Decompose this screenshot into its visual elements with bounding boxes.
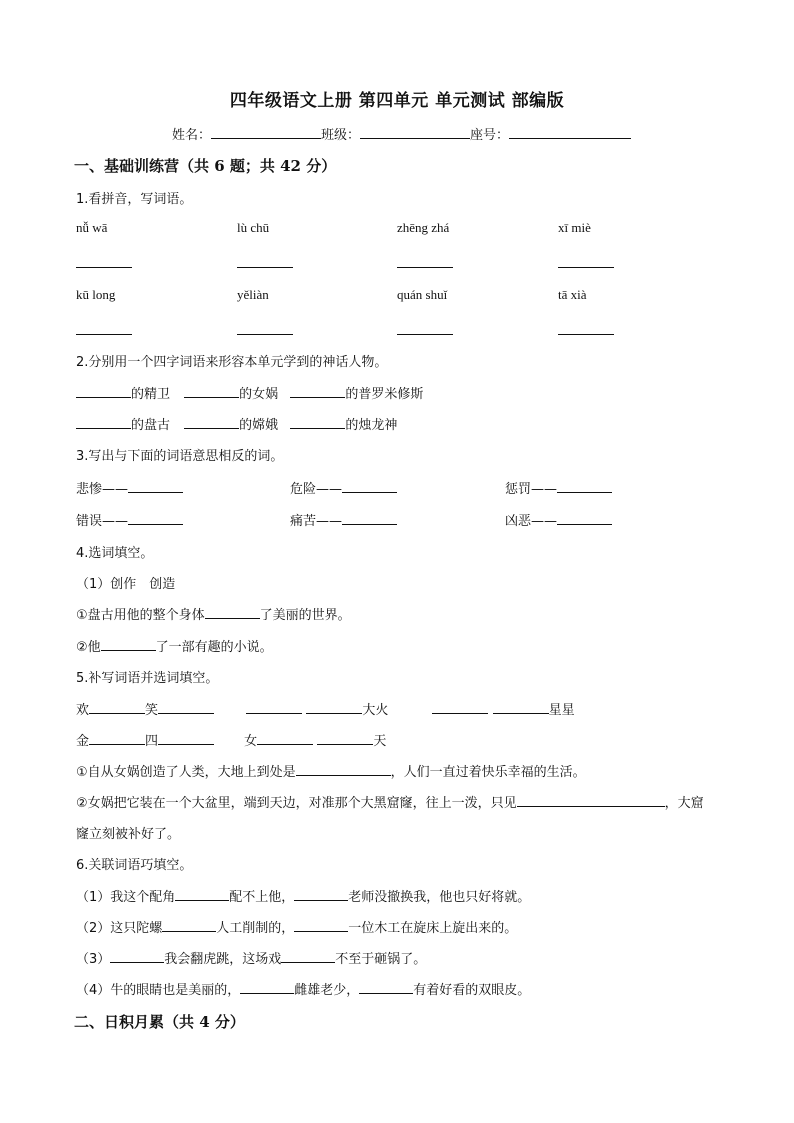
q5-blank-4[interactable]: [306, 700, 362, 714]
q3-blank-3[interactable]: [557, 479, 612, 493]
pinyin-5: kū long: [76, 287, 116, 302]
q5-s1-text-a: ①自从女娲创造了人类，大地上到处是: [76, 765, 296, 780]
student-info-row: [172, 124, 631, 143]
q5-blank-8[interactable]: [158, 731, 214, 745]
q3-item-6: [505, 510, 612, 529]
q3-word-4: 错误——: [76, 514, 129, 529]
answer-blank-4[interactable]: [558, 267, 614, 268]
q6-l1-b: 配不上他，: [229, 890, 295, 905]
q2-prompt: 2.分别用一个四字词语来形容本单元学到的神话人物。: [76, 355, 388, 370]
pinyin-4: xī miè: [558, 220, 591, 235]
q6-item-1: [76, 886, 530, 905]
page-title: 四年级语文上册 第四单元 单元测试 部编版: [229, 91, 565, 111]
q5-blank-11[interactable]: [296, 762, 391, 776]
q5-prompt: 5.补写词语并选词填空。: [76, 671, 219, 686]
q6-l2-b: 人工削制的，: [216, 921, 295, 936]
q5-w1-b: 笑: [145, 703, 159, 718]
q5-blank-1[interactable]: [89, 700, 145, 714]
q5-blank-12[interactable]: [517, 793, 665, 807]
q4-prompt: 4.选词填空。: [76, 546, 154, 561]
q5-blank-7[interactable]: [89, 731, 145, 745]
q5-s2-text-b: ，大窟: [664, 796, 704, 811]
q5-words-row-2: [76, 730, 386, 749]
q6-blank-3[interactable]: [162, 918, 216, 932]
q3-blank-2[interactable]: [342, 479, 397, 493]
pinyin-6: yěliàn: [237, 287, 269, 302]
q5-w2: 大火: [362, 703, 389, 718]
q5-s1-text-b: ，人们一直过着快乐幸福的生活。: [390, 765, 586, 780]
q6-blank-5[interactable]: [110, 949, 164, 963]
q3-blank-4[interactable]: [128, 511, 183, 525]
section-1-heading: 一、基础训练营（共 6 题；共 42 分）: [74, 157, 337, 175]
q6-l3-c: 不至于砸锅了。: [335, 952, 427, 967]
q3-blank-5[interactable]: [342, 511, 397, 525]
pinyin-3: zhēng zhá: [397, 220, 450, 235]
q2-blank-4[interactable]: [76, 415, 131, 429]
q4-options: （1）创作 创造: [76, 577, 176, 592]
q5-w4-b: 四: [145, 734, 159, 749]
q5-w5-b: 天: [373, 734, 387, 749]
q2-row-2: [76, 414, 397, 433]
q5-blank-5[interactable]: [432, 700, 488, 714]
q4-s2-text-b: 了一部有趣的小说。: [155, 640, 273, 655]
q6-blank-8[interactable]: [359, 980, 413, 994]
q5-sentence-1: [76, 761, 586, 780]
q4-sentence-2: [76, 636, 273, 655]
name-label: 姓名：: [172, 128, 212, 143]
q5-blank-2[interactable]: [158, 700, 214, 714]
class-field[interactable]: [360, 125, 470, 139]
q3-item-2: [290, 478, 397, 497]
q5-blank-6[interactable]: [493, 700, 549, 714]
q6-l4-c: 有着好看的双眼皮。: [413, 983, 531, 998]
q2-item-6: 的烛龙神: [345, 418, 398, 433]
pinyin-2: lù chū: [237, 220, 270, 235]
q3-item-3: [505, 478, 612, 497]
q3-prompt: 3.写出与下面的词语意思相反的词。: [76, 449, 284, 464]
q3-word-5: 痛苦——: [290, 514, 343, 529]
q6-l2-a: （2）这只陀螺: [76, 921, 163, 936]
q6-blank-4[interactable]: [294, 918, 348, 932]
answer-blank-2[interactable]: [237, 267, 293, 268]
q2-item-4: 的盘古: [131, 418, 171, 433]
q2-item-5: 的嫦娥: [239, 418, 279, 433]
q5-w3: 星星: [548, 703, 575, 718]
q3-item-5: [290, 510, 397, 529]
q5-w1-a: 欢: [76, 703, 90, 718]
q6-l3-a: （3）: [76, 952, 111, 967]
pinyin-7: quán shuǐ: [397, 287, 448, 302]
q3-item-1: [76, 478, 183, 497]
q3-word-6: 凶恶——: [505, 514, 558, 529]
answer-blank-3[interactable]: [397, 267, 453, 268]
answer-blank-6[interactable]: [237, 334, 293, 335]
q5-s2-text-a: ②女娲把它装在一个大盆里，端到天边，对准那个大黑窟窿，往上一泼，只见: [76, 796, 517, 811]
q6-l3-b: 我会翻虎跳，这场戏: [164, 952, 282, 967]
q6-prompt: 6.关联词语巧填空。: [76, 858, 193, 873]
q6-item-4: [76, 979, 530, 998]
q6-l1-a: （1）我这个配角: [76, 890, 176, 905]
q6-blank-2[interactable]: [294, 887, 348, 901]
q2-row-1: [76, 383, 423, 402]
q5-blank-3[interactable]: [246, 700, 302, 714]
q4-s2-text-a: ②他: [76, 640, 101, 655]
class-label: 班级：: [321, 128, 361, 143]
q2-item-1: 的精卫: [131, 387, 171, 402]
seat-field[interactable]: [509, 125, 631, 139]
answer-blank-7[interactable]: [397, 334, 453, 335]
q4-s1-text-b: 了美丽的世界。: [259, 608, 351, 623]
answer-blank-5[interactable]: [76, 334, 132, 335]
q3-blank-1[interactable]: [128, 479, 183, 493]
q5-w4-a: 金: [76, 734, 90, 749]
section-2-heading: 二、日积月累（共 4 分）: [74, 1013, 245, 1031]
q6-l1-c: 老师没撤换我，他也只好将就。: [348, 890, 531, 905]
q6-l4-b: 雌雄老少，: [294, 983, 360, 998]
seat-label: 座号：: [470, 128, 510, 143]
q5-blank-10[interactable]: [317, 731, 373, 745]
answer-blank-1[interactable]: [76, 267, 132, 268]
q4-blank-2[interactable]: [101, 637, 156, 651]
q5-words-row-1: [76, 699, 575, 718]
q2-item-3: 的普罗米修斯: [345, 387, 424, 402]
q3-word-3: 惩罚——: [505, 482, 558, 497]
q5-sentence-2-cont: 窿立刻被补好了。: [76, 827, 181, 842]
name-field[interactable]: [211, 125, 321, 139]
q6-blank-7[interactable]: [240, 980, 294, 994]
q2-blank-3[interactable]: [290, 384, 345, 398]
q3-word-2: 危险——: [290, 482, 343, 497]
pinyin-8: tā xià: [558, 287, 587, 302]
q2-blank-5[interactable]: [184, 415, 239, 429]
q5-sentence-2: [76, 792, 704, 811]
q2-item-2: 的女娲: [239, 387, 279, 402]
q3-blank-6[interactable]: [557, 511, 612, 525]
pinyin-1: nǚ wā: [76, 220, 108, 235]
q6-blank-1[interactable]: [175, 887, 229, 901]
q4-blank-1[interactable]: [205, 605, 260, 619]
q6-item-2: [76, 917, 517, 936]
q6-l2-c: 一位木工在旋床上旋出来的。: [348, 921, 518, 936]
q2-blank-2[interactable]: [184, 384, 239, 398]
q6-blank-6[interactable]: [281, 949, 335, 963]
q4-sentence-1: [76, 604, 351, 623]
q3-word-1: 悲惨——: [76, 482, 129, 497]
q3-item-4: [76, 510, 183, 529]
answer-blank-8[interactable]: [558, 334, 614, 335]
q5-blank-9[interactable]: [257, 731, 313, 745]
q4-s1-text-a: ①盘古用他的整个身体: [76, 608, 205, 623]
q6-item-3: [76, 948, 426, 967]
q1-prompt: 1.看拼音，写词语。: [76, 192, 193, 207]
q6-l4-a: （4）牛的眼睛也是美丽的，: [76, 983, 241, 998]
q2-blank-1[interactable]: [76, 384, 131, 398]
q2-blank-6[interactable]: [290, 415, 345, 429]
q5-w5-a: 女: [244, 734, 258, 749]
